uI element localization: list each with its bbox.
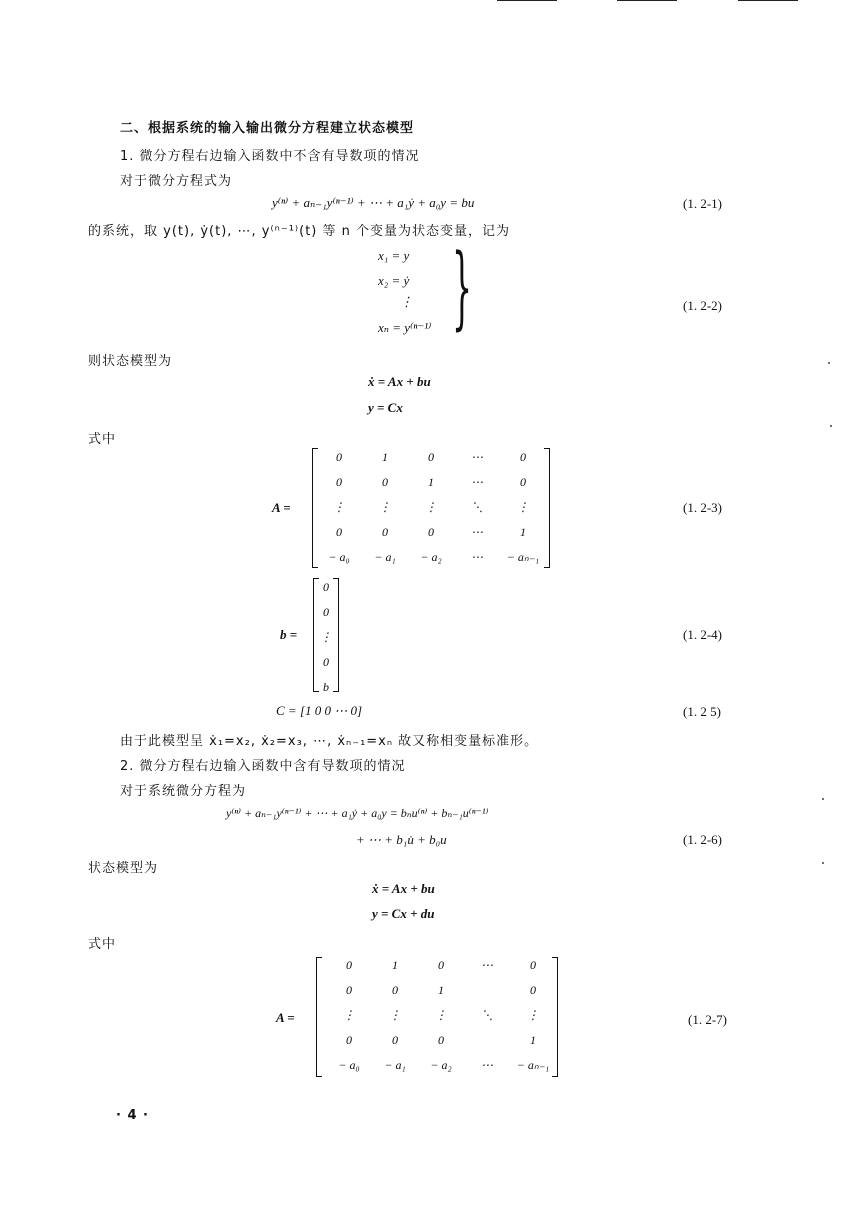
equation-number: (1. 2-2): [683, 298, 722, 313]
equation-number: (1. 2-4): [683, 627, 722, 642]
matrix-cell: 1: [520, 525, 526, 539]
state-variable-definition: 的系统，取 y(t), ẏ(t), ⋯, y⁽ⁿ⁻¹⁾(t) 等 n 个变量为状态变量，记为: [88, 224, 511, 239]
matrix-cell: ⋮: [389, 1008, 401, 1022]
matrix-cell: − a₂: [420, 550, 442, 564]
matrix-cell: ⋮: [517, 500, 529, 514]
matrix-cell: 0: [336, 525, 342, 539]
matrix-cell: ⋯: [481, 1058, 493, 1072]
equation-number: (1. 2-6): [683, 832, 722, 847]
scan-speck: [822, 798, 824, 800]
state-equation: ẋ = Ax + bu: [368, 374, 431, 389]
matrix-cell: 0: [428, 525, 434, 539]
state-x1: x₁ = y: [378, 248, 410, 263]
right-brace: }: [452, 235, 473, 340]
matrix-cell: − aₙ₋₁: [516, 1058, 550, 1072]
vector-cell: 0: [323, 655, 329, 669]
equation-number: (1. 2 5): [683, 704, 721, 719]
scan-mark: [497, 0, 557, 1]
matrix-cell: ⋯: [471, 550, 483, 564]
page-number: · 4 ·: [116, 1108, 149, 1123]
intro-text: 对于系统微分方程为: [120, 784, 247, 799]
matrix-cell: ⋯: [471, 525, 483, 539]
matrix-cell: − a₂: [430, 1058, 452, 1072]
section-heading: 二、根据系统的输入输出微分方程建立状态模型: [120, 121, 415, 136]
output-equation: y = Cx: [368, 400, 403, 415]
matrix-a-label: A =: [272, 500, 291, 515]
matrix-c: C = [1 0 0 ⋯ 0]: [276, 703, 363, 718]
matrix-cell: 0: [530, 958, 536, 972]
matrix-cell: ⋮: [333, 500, 345, 514]
matrix-cell: 0: [438, 1033, 444, 1047]
matrix-cell: 1: [438, 983, 444, 997]
matrix-cell: ⋮: [435, 1008, 447, 1022]
canonical-note: 由于此模型呈 ẋ₁=x₂, ẋ₂=x₃, ⋯, ẋₙ₋₁=xₙ 故又称相变量标准形。: [120, 734, 539, 749]
scan-speck: [822, 862, 824, 864]
matrix-cell: 0: [346, 958, 352, 972]
matrix-cell: 0: [346, 1033, 352, 1047]
matrix-cell: 0: [336, 475, 342, 489]
matrix-cell: 0: [382, 525, 388, 539]
scan-mark: [617, 0, 677, 1]
equation-1-2-6-line2: + ⋯ + b₁u̇ + b₀u: [356, 832, 447, 847]
scan-speck: [828, 362, 830, 364]
equation-1-2-6-line1: y⁽ⁿ⁾ + aₙ₋₁y⁽ⁿ⁻¹⁾ + ⋯ + a₁ẏ + a₀y = bₙu⁽ⁿ⁾ + bₙ₋₁u⁽ⁿ⁻¹⁾: [226, 806, 489, 820]
where-label: 式中: [88, 937, 117, 952]
matrix-cell: ⋯: [481, 958, 493, 972]
case2-title: 2. 微分方程右边输入函数中含有导数项的情况: [120, 759, 406, 774]
state-x2: x₂ = ẏ: [378, 273, 410, 288]
matrix-cell: 1: [530, 1033, 536, 1047]
scan-speck: [830, 425, 832, 427]
matrix-cell: ⋱: [481, 1008, 493, 1022]
equation-number: (1. 2-3): [683, 500, 722, 515]
matrix-cell: 0: [428, 450, 434, 464]
model-intro: 则状态模型为: [88, 354, 173, 369]
matrix-cell: − a₁: [384, 1058, 406, 1072]
equation-1-2-1: y⁽ⁿ⁾ + aₙ₋₁y⁽ⁿ⁻¹⁾ + ⋯ + a₁ẏ + a₀y = bu: [272, 195, 475, 210]
matrix-cell: ⋯: [471, 475, 483, 489]
matrix-cell: − a₀: [328, 550, 350, 564]
matrix-a-label: A =: [276, 1010, 295, 1025]
model-intro: 状态模型为: [88, 861, 159, 876]
state-xn: xₙ = y⁽ⁿ⁻¹⁾: [378, 320, 432, 335]
vector-cell: 0: [323, 605, 329, 619]
vector-cell: 0: [323, 580, 329, 594]
matrix-cell: 0: [382, 475, 388, 489]
matrix-cell: ⋮: [527, 1008, 539, 1022]
matrix-cell: 0: [520, 475, 526, 489]
vector-cell: ⋮: [320, 630, 332, 644]
matrix-cell: 0: [392, 983, 398, 997]
matrix-cell: ⋱: [471, 500, 483, 514]
matrix-cell: 1: [392, 958, 398, 972]
matrix-cell: 0: [438, 958, 444, 972]
matrix-cell: 0: [392, 1033, 398, 1047]
matrix-cell: 1: [428, 475, 434, 489]
where-label: 式中: [88, 432, 117, 447]
vector-cell: b: [323, 680, 329, 694]
matrix-cell: 0: [520, 450, 526, 464]
case1-title: 1. 微分方程右边输入函数中不含有导数项的情况: [120, 149, 420, 164]
vector-b-label: b =: [280, 627, 298, 642]
matrix-cell: ⋮: [425, 500, 437, 514]
matrix-cell: 0: [336, 450, 342, 464]
matrix-cell: 0: [530, 983, 536, 997]
equation-number: (1. 2-1): [683, 196, 722, 211]
matrix-cell: ⋮: [343, 1008, 355, 1022]
scan-mark: [738, 0, 798, 1]
matrix-cell: ⋮: [379, 500, 391, 514]
state-equation: ẋ = Ax + bu: [372, 881, 435, 896]
matrix-cell: − a₁: [374, 550, 396, 564]
matrix-cell: ⋯: [471, 450, 483, 464]
state-vdots: ⋮: [400, 294, 413, 309]
equation-number: (1. 2-7): [688, 1012, 727, 1027]
output-equation: y = Cx + du: [372, 906, 435, 921]
matrix-cell: − aₙ₋₁: [506, 550, 540, 564]
matrix-cell: 0: [346, 983, 352, 997]
intro-text: 对于微分方程式为: [120, 174, 233, 189]
left-bracket: [316, 957, 322, 1077]
matrix-cell: − a₀: [338, 1058, 360, 1072]
matrix-cell: 1: [382, 450, 388, 464]
